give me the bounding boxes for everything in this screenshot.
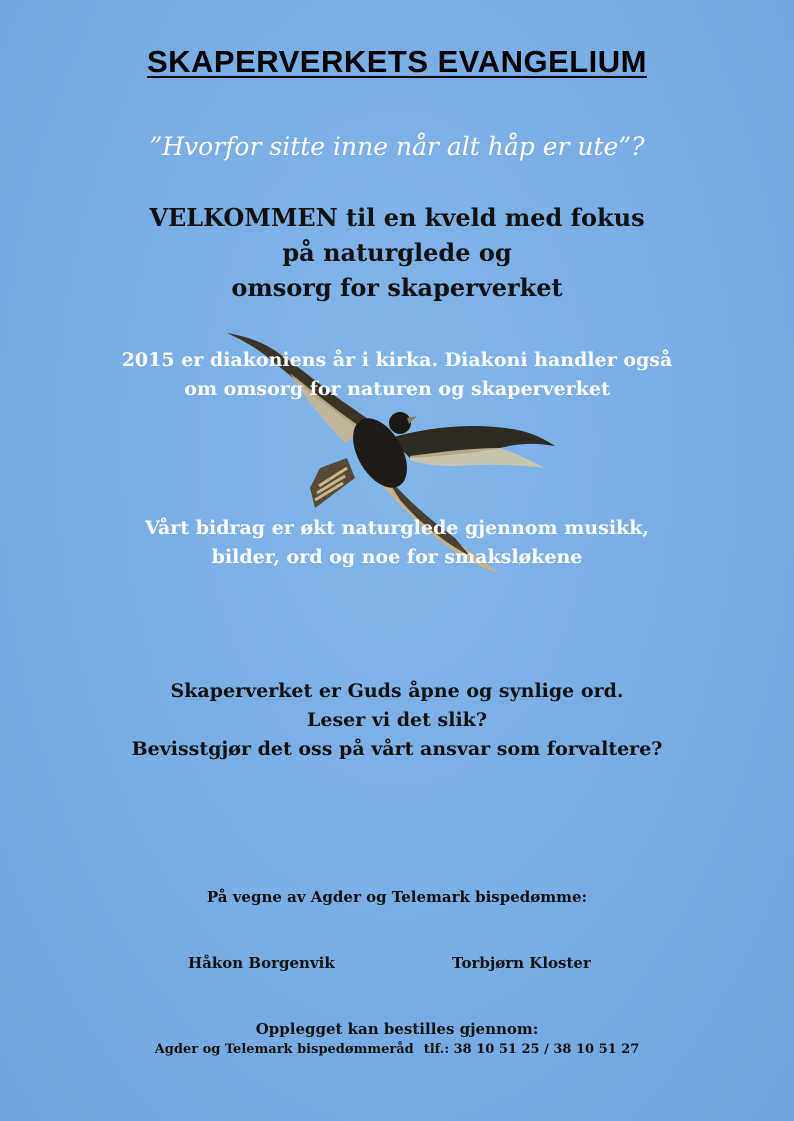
contact-phone: tlf.: 38 10 51 25 / 38 10 51 27 <box>423 1042 640 1057</box>
signatory-name: Torbjørn Kloster <box>452 954 591 972</box>
quote: ”Hvorfor sitte inne når alt håp er ute”? <box>149 132 645 161</box>
contact-line <box>0 1042 794 1057</box>
diakoni-line: 2015 er diakoniens år i kirka. Diakoni handler også <box>121 349 673 371</box>
bidrag-line: bilder, ord og noe for smaksløkene <box>211 546 583 568</box>
welcome-line: på naturglede og <box>282 238 512 267</box>
order-info: Opplegget kan bestilles gjennom: <box>255 1020 539 1038</box>
diakoni-paragraph <box>0 346 794 404</box>
signatory-name: Håkon Borgenvik <box>188 954 335 972</box>
welcome-line: omsorg for skaperverket <box>231 273 563 302</box>
on-behalf-text: På vegne av Agder og Telemark bispedømme: <box>206 888 588 906</box>
guds-ord-line: Skaperverket er Guds åpne og synlige ord. <box>170 680 624 702</box>
welcome-line: VELKOMMEN til en kveld med fokus <box>149 203 645 232</box>
guds-ord-paragraph <box>0 677 794 764</box>
bidrag-paragraph <box>0 514 794 572</box>
bird-head <box>389 412 411 434</box>
guds-ord-line: Bevisstgjør det oss på vårt ansvar som forvaltere? <box>131 738 663 760</box>
bidrag-line: Vårt bidrag er økt naturglede gjennom musikk, <box>144 517 649 539</box>
guds-ord-line: Leser vi det slik? <box>307 709 487 731</box>
welcome-heading <box>0 200 794 305</box>
contact-organization: Agder og Telemark bispedømmeråd <box>154 1042 414 1057</box>
diakoni-line: om omsorg for naturen og skaperverket <box>184 378 610 400</box>
page-title <box>0 44 794 80</box>
page-title-text: SKAPERVERKETS EVANGELIUM <box>146 44 648 79</box>
